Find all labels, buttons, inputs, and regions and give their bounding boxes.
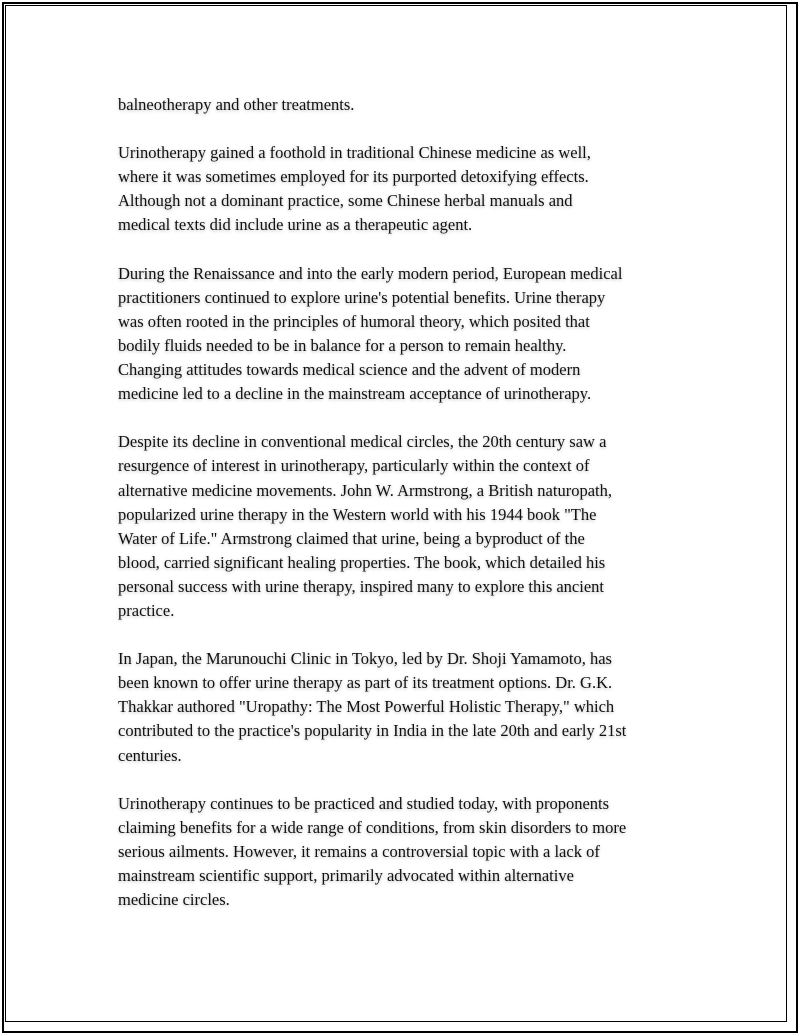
paragraph: During the Renaissance and into the early modern period, European medical practitioners continued to explore urine's potential benefits. Urine therapy was often rooted in the principles of humoral theory, which posited that bodily fluids needed to be in balance for a person to remain healthy. Changing attitudes towards medical science and the advent of modern medicine led to a decline in the mainstream acceptance of urinotherapy. — [118, 263, 623, 404]
paragraph: balneotherapy and other treatments. — [118, 95, 355, 114]
document-body — [118, 93, 698, 936]
paragraph: Despite its decline in conventional medical circles, the 20th century saw a resurgence of interest in urinotherapy, particularly within the context of alternative medicine movements. John W. Armstrong, a British naturopath, popularized urine therapy in the Western world with his 1944 book "The Water of Life." Armstrong claimed that urine, being a byproduct of the blood, carried significant healing properties. The book, which detailed his personal success with urine therapy, inspired many to explore this ancient practice. — [118, 432, 612, 620]
paragraph: In Japan, the Marunouchi Clinic in Tokyo, led by Dr. Shoji Yamamoto, has been known to offer urine therapy as part of its treatment options. Dr. G.K. Thakkar authored "Uropathy: The Most Powerful Holistic Therapy," which contributed to the practice's popularity in India in the late 20th and early 21st centuries. — [118, 649, 627, 765]
paragraph: Urinotherapy continues to be practiced and studied today, with proponents claiming benefits for a wide range of conditions, from skin disorders to more serious ailments. However, it remains a controversial topic with a lack of mainstream scientific support, primarily advocated within alternative medicine circles. — [118, 793, 627, 910]
paragraph: Urinotherapy gained a foothold in traditional Chinese medicine as well, where it was sometimes employed for its purported detoxifying effects. Although not a dominant practice, some Chinese herbal manuals and medical texts did include urine as a therapeutic agent. — [118, 143, 591, 235]
